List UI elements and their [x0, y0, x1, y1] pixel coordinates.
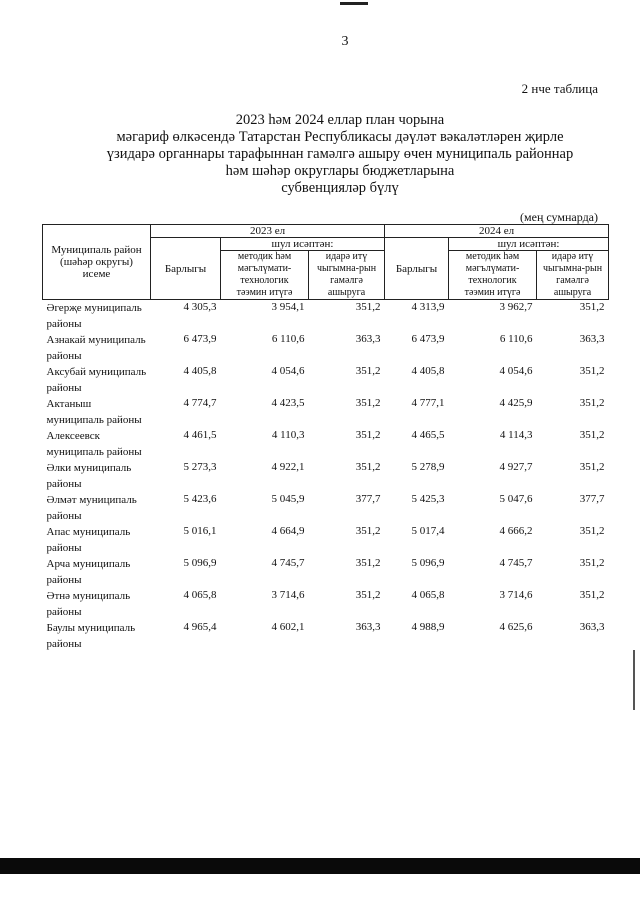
- table-row: [43, 492, 609, 524]
- admin-2023: 351,2: [355, 525, 381, 537]
- header-year-2023: 2023 ел: [151, 225, 385, 238]
- method-2024: 6 110,6: [499, 333, 533, 345]
- header-incl-2024: шул исәптән:: [449, 238, 609, 251]
- method-2024: 4 666,2: [499, 525, 533, 537]
- admin-2024: 351,2: [579, 525, 605, 537]
- method-2023: 3 714,6: [271, 589, 305, 601]
- scan-bottom-bar: [0, 858, 640, 874]
- admin-2024: 351,2: [579, 365, 605, 377]
- district-name: Азнакай муниципаль районы: [46, 334, 146, 362]
- header-method-2024: методик һәм мәгълүмати-технологик тәэмин итүгә: [449, 251, 537, 300]
- header-admin-2023: идарә итү чыгымна-рын гамәлгә ашыруга: [309, 251, 385, 300]
- title-line: һәм шәһәр округлары бюджетларына: [225, 163, 455, 179]
- district-name: Апас муниципаль районы: [46, 526, 131, 554]
- admin-2023: 351,2: [355, 557, 381, 569]
- admin-2023: 351,2: [355, 365, 381, 377]
- district-name: Әтнә муниципаль районы: [46, 590, 131, 618]
- method-2024: 3 962,7: [499, 301, 533, 313]
- method-2024: 4 425,9: [499, 397, 533, 409]
- method-2023: 3 954,1: [271, 301, 305, 313]
- district-name: Актаныш муниципаль районы: [46, 398, 142, 426]
- header-district-name: Муниципаль район (шәһәр округы) исеме: [43, 225, 151, 300]
- admin-2024: 351,2: [579, 301, 605, 313]
- total-2023: 6 473,9: [183, 333, 217, 345]
- total-2023: 4 774,7: [183, 397, 217, 409]
- method-2023: 4 054,6: [271, 365, 305, 377]
- admin-2024: 351,2: [579, 397, 605, 409]
- table-row: [43, 396, 609, 428]
- district-name: Әгерҗе муниципаль районы: [46, 302, 142, 330]
- admin-2024: 377,7: [579, 493, 605, 505]
- district-name: Әлки муниципаль районы: [46, 462, 132, 490]
- total-2023: 4 065,8: [183, 589, 217, 601]
- table-row: [43, 332, 609, 364]
- total-2023: 5 016,1: [183, 525, 217, 537]
- table-row: [43, 428, 609, 460]
- document-title: [40, 112, 640, 197]
- admin-2024: 351,2: [579, 589, 605, 601]
- method-2023: 4 922,1: [271, 461, 305, 473]
- district-name: Арча муниципаль районы: [46, 558, 131, 586]
- admin-2023: 351,2: [355, 301, 381, 313]
- table-row: [43, 556, 609, 588]
- title-line: субвенцияләр бүлү: [281, 180, 399, 196]
- header-year-2024: 2024 ел: [385, 225, 609, 238]
- table-label: 2 нче таблица: [521, 81, 598, 96]
- table-row: [43, 460, 609, 492]
- district-name: Алексеевск муниципаль районы: [46, 430, 142, 458]
- method-2023: 4 602,1: [271, 621, 305, 633]
- admin-2023: 351,2: [355, 397, 381, 409]
- admin-2024: 351,2: [579, 557, 605, 569]
- method-2024: 5 047,6: [499, 493, 533, 505]
- table-row: [43, 300, 609, 333]
- method-2023: 6 110,6: [271, 333, 305, 345]
- admin-2023: 363,3: [355, 333, 381, 345]
- total-2024: 6 473,9: [411, 333, 445, 345]
- scan-mark: [340, 2, 368, 5]
- method-2024: 4 745,7: [499, 557, 533, 569]
- header-method-2023: методик һәм мәгълүмати-технологик тәэмин итүгә: [221, 251, 309, 300]
- header-incl-2023: шул исәптән:: [221, 238, 385, 251]
- table-body: [43, 300, 609, 653]
- method-2024: 4 114,3: [499, 429, 533, 441]
- subvention-table: [42, 224, 609, 652]
- method-2023: 4 745,7: [271, 557, 305, 569]
- table-row: [43, 524, 609, 556]
- header-total-2023: Барлыгы: [151, 238, 221, 300]
- total-2023: 4 461,5: [183, 429, 217, 441]
- total-2023: 5 423,6: [183, 493, 217, 505]
- total-2024: 5 096,9: [411, 557, 445, 569]
- admin-2023: 363,3: [355, 621, 381, 633]
- total-2023: 5 096,9: [183, 557, 217, 569]
- total-2023: 4 305,3: [183, 301, 217, 313]
- total-2024: 5 278,9: [411, 461, 445, 473]
- district-name: Әлмәт муниципаль районы: [46, 494, 137, 522]
- district-name: Баулы муниципаль районы: [46, 622, 136, 650]
- method-2023: 4 423,5: [271, 397, 305, 409]
- total-2023: 4 965,4: [183, 621, 217, 633]
- scan-edge-mark: [633, 650, 635, 710]
- admin-2024: 363,3: [579, 621, 605, 633]
- admin-2023: 377,7: [355, 493, 381, 505]
- unit-note: (мең сумнарда): [520, 210, 598, 224]
- total-2023: 5 273,3: [183, 461, 217, 473]
- table-row: [43, 364, 609, 396]
- title-line: үзидарә органнары тарафыннан гамәлгә ашыру өчен муниципаль районнар: [106, 146, 574, 162]
- header-total-2024: Барлыгы: [385, 238, 449, 300]
- table-row: [43, 588, 609, 620]
- title-line: мәгариф өлкәсендә Татарстан Республикасы дәүләт вәкаләтләрен җирле: [116, 129, 564, 145]
- admin-2024: 351,2: [579, 429, 605, 441]
- total-2024: 4 065,8: [411, 589, 445, 601]
- admin-2023: 351,2: [355, 461, 381, 473]
- total-2024: 4 777,1: [411, 397, 445, 409]
- method-2023: 4 664,9: [271, 525, 305, 537]
- total-2024: 5 017,4: [411, 525, 445, 537]
- method-2024: 4 625,6: [499, 621, 533, 633]
- method-2023: 4 110,3: [271, 429, 305, 441]
- admin-2024: 363,3: [579, 333, 605, 345]
- title-line: 2023 һәм 2024 еллар план чорына: [235, 112, 445, 128]
- admin-2023: 351,2: [355, 429, 381, 441]
- admin-2024: 351,2: [579, 461, 605, 473]
- method-2024: 3 714,6: [499, 589, 533, 601]
- method-2024: 4 927,7: [499, 461, 533, 473]
- total-2024: 4 405,8: [411, 365, 445, 377]
- header-admin-2024: идарә итү чыгымна-рын гамәлгә ашыруга: [537, 251, 609, 300]
- total-2024: 4 988,9: [411, 621, 445, 633]
- total-2024: 4 465,5: [411, 429, 445, 441]
- admin-2023: 351,2: [355, 589, 381, 601]
- district-name: Аксубай муниципаль районы: [46, 366, 147, 394]
- page-number: 3: [341, 34, 349, 49]
- method-2023: 5 045,9: [271, 493, 305, 505]
- table-row: [43, 620, 609, 652]
- method-2024: 4 054,6: [499, 365, 533, 377]
- total-2024: 4 313,9: [411, 301, 445, 313]
- table-header: [43, 225, 609, 300]
- total-2023: 4 405,8: [183, 365, 217, 377]
- total-2024: 5 425,3: [411, 493, 445, 505]
